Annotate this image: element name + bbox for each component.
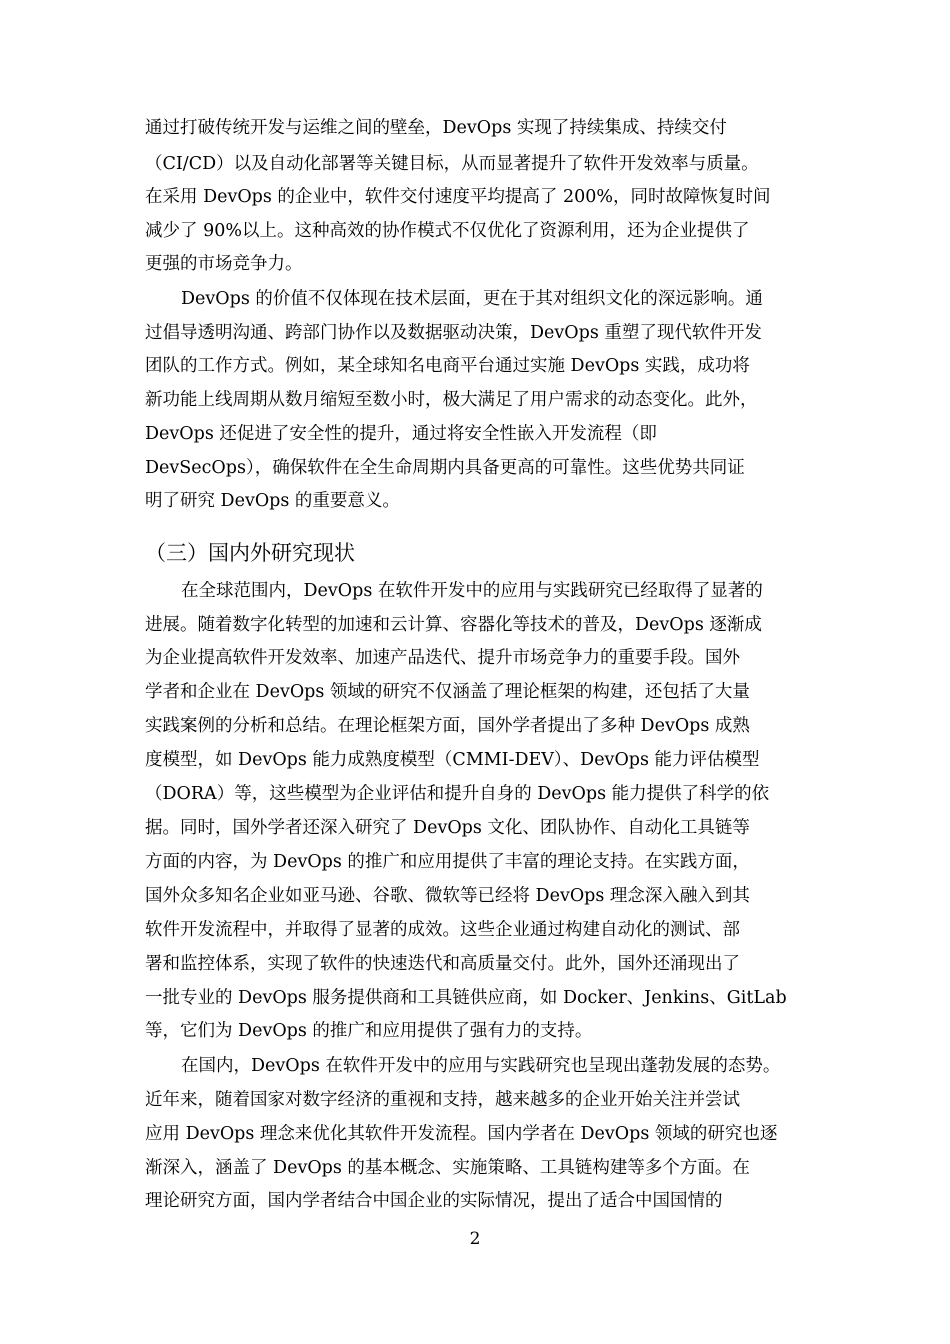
page-number: 2 [469, 1229, 481, 1249]
paragraph-line: （CI/CD）以及自动化部署等关键目标，从而显著提升了软件开发效率与质量。 [145, 154, 759, 174]
paragraph-line: 署和监控体系，实现了软件的快速迭代和高质量交付。此外，国外还涌现出了 [145, 954, 740, 974]
paragraph-line: 新功能上线周期从数月缩短至数小时，极大满足了用户需求的动态变化。此外， [145, 390, 758, 410]
paragraph-line: DevSecOps），确保软件在全生命周期内具备更高的可靠性。这些优势共同证 [145, 458, 745, 478]
paragraph-line: 应用 DevOps 理念来优化其软件开发流程。国内学者在 DevOps 领域的研究也逐 [145, 1124, 778, 1144]
paragraph-line: 团队的工作方式。例如，某全球知名电商平台通过实施 DevOps 实践，成功将 [145, 356, 750, 376]
paragraph-line: DevOps 的价值不仅体现在技术层面，更在于其对组织文化的深远影响。通 [181, 289, 763, 309]
paragraph-line: 学者和企业在 DevOps 领域的研究不仅涵盖了理论框架的构建，还包括了大量 [145, 682, 750, 702]
paragraph-line: 为企业提高软件开发效率、加速产品迭代、提升市场竞争力的重要手段。国外 [145, 648, 740, 668]
paragraph-line: 通过打破传统开发与运维之间的壁垒，DevOps 实现了持续集成、持续交付 [145, 118, 727, 138]
paragraph-line: 过倡导透明沟通、跨部门协作以及数据驱动决策，DevOps 重塑了现代软件开发 [145, 323, 762, 343]
paragraph-line: 实践案例的分析和总结。在理论框架方面，国外学者提出了多种 DevOps 成熟 [145, 716, 750, 736]
paragraph-line: 软件开发流程中，并取得了显著的成效。这些企业通过构建自动化的测试、部 [145, 920, 740, 940]
paragraph-line: 理论研究方面，国内学者结合中国企业的实际情况，提出了适合中国国情的 [145, 1191, 723, 1211]
paragraph-line: 明了研究 DevOps 的重要意义。 [145, 491, 400, 511]
paragraph-line: 近年来，随着国家对数字经济的重视和支持，越来越多的企业开始关注并尝试 [145, 1090, 740, 1110]
paragraph-line: 度模型，如 DevOps 能力成熟度模型（CMMI-DEV）、DevOps 能力评估模型 [145, 750, 760, 770]
paragraph-line: 减少了 90%以上。这种高效的协作模式不仅优化了资源利用，还为企业提供了 [145, 221, 750, 241]
paragraph-line: 更强的市场竞争力。 [145, 254, 303, 274]
paragraph-line: 国外众多知名企业如亚马逊、谷歌、微软等已经将 DevOps 理念深入融入到其 [145, 886, 750, 906]
paragraph-line: 在全球范围内，DevOps 在软件开发中的应用与实践研究已经取得了显著的 [181, 581, 763, 601]
paragraph-line: DevOps 还促进了安全性的提升，通过将安全性嵌入开发流程（即 [145, 424, 657, 444]
paragraph-line: 等，它们为 DevOps 的推广和应用提供了强有力的支持。 [145, 1021, 593, 1041]
paragraph-line: 据。同时，国外学者还深入研究了 DevOps 文化、团队协作、自动化工具链等 [145, 818, 750, 838]
section-heading: （三）国内外研究现状 [145, 541, 355, 565]
paragraph-line: 方面的内容，为 DevOps 的推广和应用提供了丰富的理论支持。在实践方面， [145, 852, 750, 872]
paragraph-line: 在采用 DevOps 的企业中，软件交付速度平均提高了 200%，同时故障恢复时间 [145, 187, 771, 207]
paragraph-line: 进展。随着数字化转型的加速和云计算、容器化等技术的普及，DevOps 逐渐成 [145, 615, 762, 635]
paragraph-line: 一批专业的 DevOps 服务提供商和工具链供应商，如 Docker、Jenkins、GitLab [145, 988, 787, 1008]
paragraph-line: （DORA）等，这些模型为企业评估和提升自身的 DevOps 能力提供了科学的依 [145, 784, 770, 804]
paragraph-line: 渐深入，涵盖了 DevOps 的基本概念、实施策略、工具链构建等多个方面。在 [145, 1158, 750, 1178]
paragraph-line: 在国内，DevOps 在软件开发中的应用与实践研究也呈现出蓬勃发展的态势。 [181, 1056, 781, 1076]
